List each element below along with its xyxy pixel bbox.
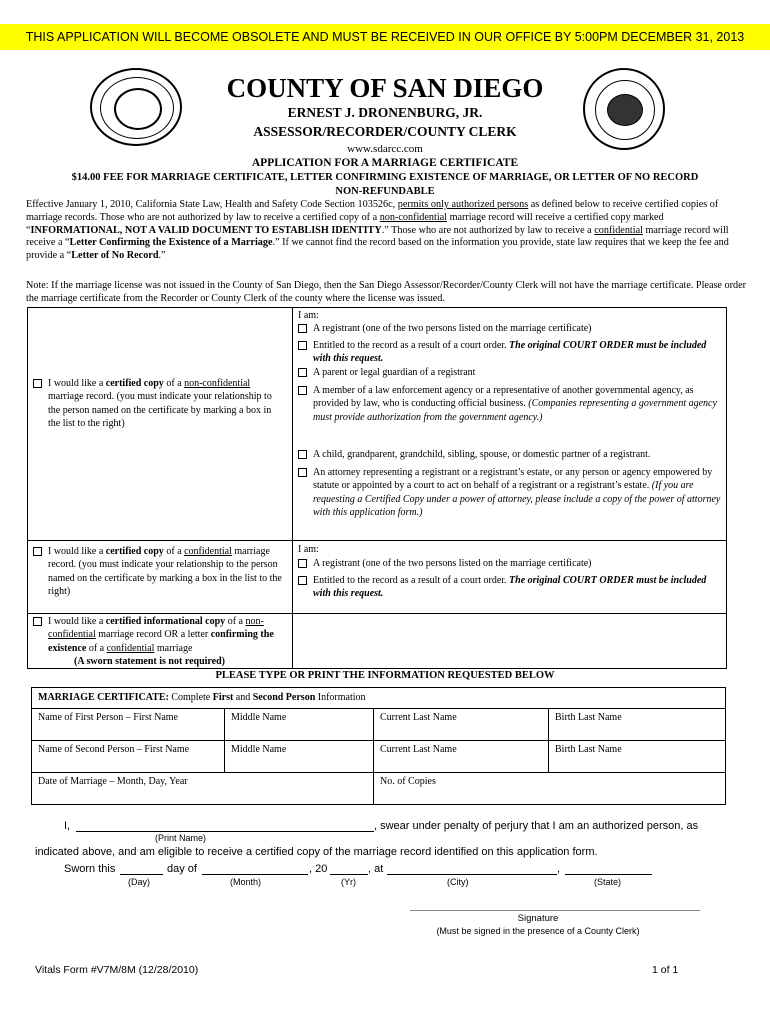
option-certified-confidential: I would like a certified copy of a confidential marriage record. (you must indicate your relationship to the person named on the certificate by marking a box in the list to the right): [33, 545, 283, 598]
date-of-marriage-field[interactable]: Date of Marriage – Month, Day, Year: [38, 776, 188, 787]
fee-line: $14.00 FEE FOR MARRIAGE CERTIFICATE, LETTER CONFIRMING EXISTENCE OF MARRIAGE, OR LETTER OF NO RECORD: [71, 172, 699, 183]
signature-input[interactable]: [410, 910, 700, 911]
iam-label: I am:: [298, 310, 319, 321]
official-name: ERNEST J. DRONENBURG, JR.: [287, 105, 483, 120]
second-person-middle-name-field[interactable]: Middle Name: [231, 744, 287, 755]
second-person-first-name-field[interactable]: Name of Second Person – First Name: [38, 744, 190, 755]
oath-i: I,: [64, 820, 71, 832]
option-certified-nonconfidential: I would like a certified copy of a non-confidential marriage record. (you must indicate your relationship to the person named on the certificate by marking a box in the list to the right): [33, 377, 283, 430]
section-heading: MARRIAGE CERTIFICATE: Complete First and Second Person Information: [38, 692, 366, 703]
relation-registrant: A registrant (one of the two persons listed on the marriage certificate): [298, 322, 722, 335]
day-of: day of: [167, 863, 197, 875]
non-refundable: NON-REFUNDABLE: [335, 186, 435, 197]
day-input[interactable]: [120, 874, 163, 875]
relation-court-order-2: Entitled to the record as a result of a court order. The original COURT ORDER must be included with this request.: [298, 574, 722, 601]
certified-nonconfidential-checkbox[interactable]: [33, 379, 42, 388]
court-order-checkbox-2[interactable]: [298, 576, 307, 585]
info-heading: PLEASE TYPE OR PRINT THE INFORMATION REQUESTED BELOW: [215, 670, 555, 681]
iam-label-2: I am:: [298, 544, 319, 555]
application-title: APPLICATION FOR A MARRIAGE CERTIFICATE: [251, 157, 519, 169]
twenty: , 20: [309, 863, 328, 875]
registrant-checkbox[interactable]: [298, 324, 307, 333]
court-order-checkbox[interactable]: [298, 341, 307, 350]
signature-note: (Must be signed in the presence of a County Clerk): [436, 926, 640, 936]
oath-swear: , swear under penalty of perjury that I am an authorized person, as: [374, 820, 699, 832]
year-input[interactable]: [330, 874, 368, 875]
signature-label: Signature: [517, 913, 559, 924]
form-number: Vitals Form #V7M/8M (12/28/2010): [35, 964, 199, 976]
relation-family: A child, grandparent, grandchild, sibling, spouse, or domestic partner of a registrant.: [298, 448, 722, 461]
registrant-checkbox-2[interactable]: [298, 559, 307, 568]
relation-parent: A parent or legal guardian of a registrant: [298, 366, 722, 379]
print-name-label: (Print Name): [155, 833, 207, 843]
law-enforcement-checkbox[interactable]: [298, 386, 307, 395]
informational-checkbox[interactable]: [33, 617, 42, 626]
note-paragraph: Note: If the marriage license was not issued in the County of San Diego, then the San Diego Assessor/Recorder/County Clerk will not have the marriage certificate. Please order the marriage certificate from the Recorder or County Clerk of the county where the license was issued.: [26, 280, 746, 304]
oath-line-2: indicated above, and am eligible to receive a certified copy of the marriage record identified on this application form.: [35, 846, 598, 858]
relation-law-enforcement: A member of a law enforcement agency or a representative of another governmental agency, as provided by law, who is conducting official business. (Companies representing a government agency must provide authorization from the government agency.): [298, 384, 722, 424]
second-person-birth-last-name-field[interactable]: Birth Last Name: [555, 744, 622, 755]
intro-paragraph: Effective January 1, 2010, California State Law, Health and Safety Code Section 103526c, permits only authorized persons as defined below to receive certified copies of marriage records. Those who are not authorized by law to receive a certified copy of a non-confidential marriage record will receive a certified copy marked “INFORMATIONAL, NOT A VALID DOCUMENT TO ESTABLISH IDENTITY.” Those who are not authorized by law to receive a confidential marriage record will receive a “Letter Confirming the Existence of a Marriage.” If we cannot find the record based on the information you provide, state law requires that we keep the fee and provide a “Letter of No Record.”: [26, 199, 729, 262]
family-checkbox[interactable]: [298, 450, 307, 459]
page-title: COUNTY OF SAN DIEGO: [226, 73, 544, 103]
relation-registrant-2: A registrant (one of the two persons listed on the marriage certificate): [298, 557, 722, 570]
comma: ,: [557, 863, 561, 875]
year-label: (Yr): [341, 877, 356, 887]
first-person-middle-name-field[interactable]: Middle Name: [231, 712, 287, 723]
certified-confidential-checkbox[interactable]: [33, 547, 42, 556]
state-label: (State): [594, 877, 622, 887]
first-person-birth-last-name-field[interactable]: Birth Last Name: [555, 712, 622, 723]
official-role: ASSESSOR/RECORDER/COUNTY CLERK: [253, 124, 517, 139]
city-label: (City): [447, 877, 469, 887]
relation-court-order: Entitled to the record as a result of a court order. The original COURT ORDER must be included with this request.: [298, 339, 722, 366]
number-of-copies-field[interactable]: No. of Copies: [380, 776, 436, 787]
attorney-checkbox[interactable]: [298, 468, 307, 477]
parent-checkbox[interactable]: [298, 368, 307, 377]
relation-attorney: An attorney representing a registrant or a registrant’s estate, or any person or agency empowered by statute or appointed by a court to act on behalf of a registrant or a registrant’s estate. (If you are requesting a Certified Copy under a power of attorney, please include a copy of the power of attorney with this application form.): [298, 466, 722, 519]
second-person-current-last-name-field[interactable]: Current Last Name: [380, 744, 457, 755]
state-input[interactable]: [565, 874, 652, 875]
city-input[interactable]: [387, 874, 557, 875]
website: www.sdarcc.com: [347, 143, 423, 155]
page-number: 1 of 1: [652, 964, 679, 976]
day-label: (Day): [128, 877, 150, 887]
at: , at: [368, 863, 384, 875]
month-input[interactable]: [202, 874, 308, 875]
first-person-current-last-name-field[interactable]: Current Last Name: [380, 712, 457, 723]
obsolete-banner: THIS APPLICATION WILL BECOME OBSOLETE AND MUST BE RECEIVED IN OUR OFFICE BY 5:00PM DECEMBER 31, 2013: [0, 24, 770, 50]
first-person-first-name-field[interactable]: Name of First Person – First Name: [38, 712, 178, 723]
sworn-this: Sworn this: [64, 863, 116, 875]
month-label: (Month): [230, 877, 262, 887]
print-name-input[interactable]: [76, 831, 374, 832]
assessor-seal-logo: [583, 68, 665, 150]
county-seal-logo: [90, 68, 182, 146]
option-informational: I would like a certified informational copy of a non-confidential marriage record OR a letter confirming the existence of a confidential marriage (A sworn statement is not required): [33, 615, 283, 668]
